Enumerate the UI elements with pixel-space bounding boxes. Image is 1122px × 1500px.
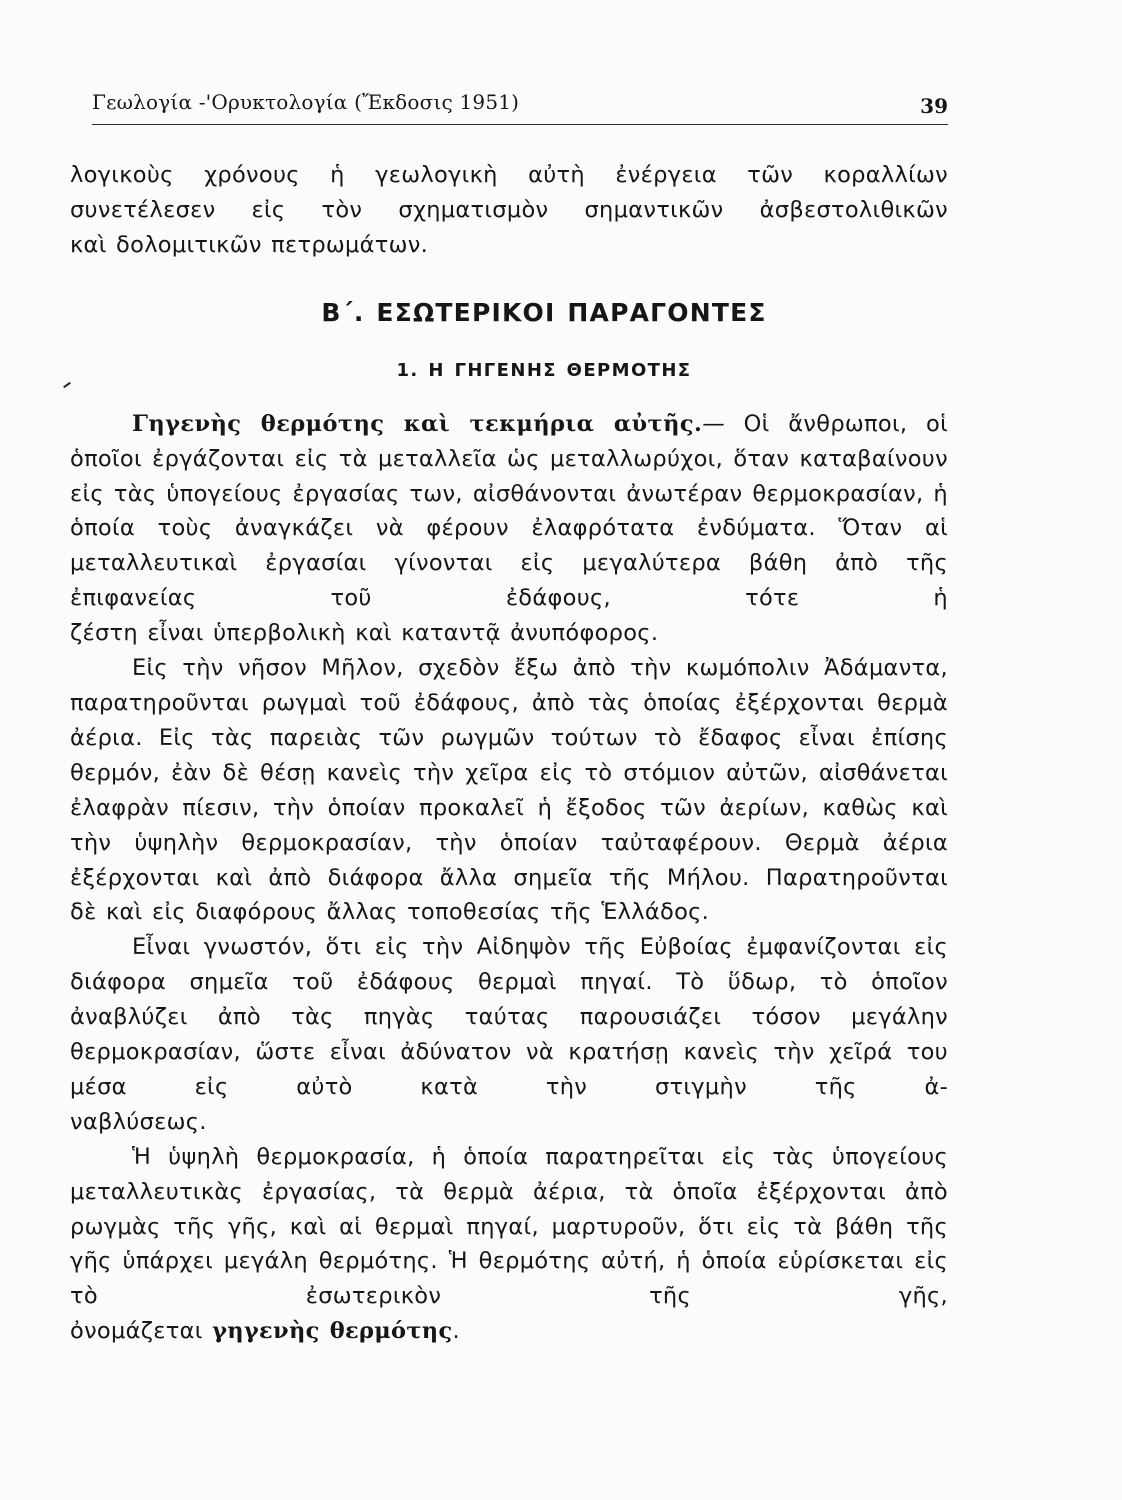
paragraph-1-last-line-text: ζέστη εἶναι ὑπερβολικὴ καὶ καταντᾷ ἀνυπόφορος. [70,620,659,647]
page-number: 39 [920,94,948,118]
section-heading: Β΄. ΕΣΩΤΕΡΙΚΟΙ ΠΑΡΑΓΟΝΤΕΣ [321,297,767,327]
page-body [70,158,948,1349]
run-in-heading: Γηγενὴς θερμότης καὶ τεκμήρια αὐτῆς. [132,410,703,437]
paragraph-2 [70,651,948,895]
paragraph-2-last-line-text: δὲ καὶ εἰς διαφόρους ἄλλας τοποθεσίας τῆς Ἑλλάδος. [70,899,710,926]
paragraph-3-last-line [70,1105,948,1140]
defined-term-end: . [452,1318,460,1345]
paragraph-3-text: Εἶναι γνωστόν, ὅτι εἰς τὴν Αἰδηψὸν τῆς Εὐβοίας ἐμφανίζονται εἰς διάφορα σημεῖα τοῦ ἐδάφους θερμαὶ πηγαί. Τὸ ὕδωρ, τὸ ὁποῖον ἀναβλύζει ἀπὸ τὰς πηγὰς ταύτας παρουσιάζει τόσον μεγάλην θερμοκρασίαν, ὥστε εἶναι ἀδύνατον νὰ κρατήσῃ κανεὶς τὴν χεῖρά του μέσα εἰς αὐτὸ κατὰ τὴν στιγμὴν τῆς ἀ- [70,934,948,1100]
subsection-heading: 1. Η ΓΗΓΕΝΗΣ ΘΕΡΜΟΤΗΣ [396,359,692,381]
defined-term: γηγενὴς θερμότης [212,1318,453,1345]
paragraph-1 [70,407,948,616]
intro-last-line [70,228,948,263]
running-title: Γεωλογία -'Ορυκτολογία (Ἔκδοσις 1951) [92,90,520,114]
intro-paragraph [70,158,948,228]
paragraph-2-text: Εἰς τὴν νῆσον Μῆλον, σχεδὸν ἔξω ἀπὸ τὴν κωμόπολιν Ἀδάμαντα, παρατηροῦνται ρωγμαὶ τοῦ ἐδάφους, ἀπὸ τὰς ὁποίας ἐξέρχονται θερμὰ ἀέρια. Εἰς τὰς παρειὰς τῶν ρωγμῶν τούτων τὸ ἔδαφος εἶναι ἐπίσης θερμόν, ἐὰν δὲ θέσῃ κανεὶς τὴν χεῖρα εἰς τὸ στόμιον αὐτῶν, αἰσθάνεται ἐλαφρὰν πίεσιν, τὴν ὁποίαν προκαλεῖ ἡ ἔξοδος τῶν ἀερίων, καθὼς καὶ τὴν ὑψηλὴν θερμοκρασίαν, τὴν ὁποίαν ταὐταφέρουν. Θερμὰ ἀέρια ἐξέρχονται καὶ ἀπὸ διάφορα ἄλλα σημεῖα τῆς Μήλου. Παρατηροῦνται [70,655,948,891]
intro-text: λογικοὺς χρόνους ἡ γεωλογικὴ αὐτὴ ἐνέργεια τῶν κοραλλίων συνετέλεσεν εἰς τὸν σχηματισμὸν σημαντικῶν ἀσβεστολιθικῶν [70,162,948,223]
paragraph-2-last-line [70,895,948,930]
paragraph-3 [70,930,948,1105]
paragraph-4-last-line-text: ὀνομάζεται [70,1318,213,1345]
paragraph-4 [70,1140,948,1315]
running-header [92,88,948,125]
paragraph-1-last-line [70,616,948,651]
paragraph-3-last-line-text: ναβλύσεως. [70,1108,207,1135]
paragraph-1-text: — Οἱ ἄνθρωποι, οἱ ὁποῖοι ἐργάζονται εἰς τὰ μεταλλεῖα ὡς μεταλλωρύχοι, ὅταν καταβαίνουν εἰς τὰς ὑπογείους ἐργασίας των, αἰσθάνονται ἀνωτέραν θερμοκρασίαν, ἡ ὁποία τοὺς ἀναγκάζει νὰ φέρουν ἐλαφρότατα ἐνδύματα. Ὅταν αἱ μεταλλευτικαὶ ἐργασίαι γίνονται εἰς μεγαλύτερα βάθη ἀπὸ τῆς ἐπιφανείας τοῦ ἐδάφους, τότε ἡ [70,410,948,612]
paragraph-4-text: Ἡ ὑψηλὴ θερμοκρασία, ἡ ὁποία παρατηρεῖται εἰς τὰς ὑπογείους μεταλλευτικὰς ἐργασίας, τὰ θερμὰ ἀέρια, τὰ ὁποῖα ἐξέρχονται ἀπὸ ρωγμὰς τῆς γῆς, καὶ αἱ θερμαὶ πηγαί, μαρτυροῦν, ὅτι εἰς τὰ βάθη τῆς γῆς ὑπάρχει μεγάλη θερμότης. Ἡ θερμότης αὐτή, ἡ ὁποία εὑρίσκεται εἰς τὸ ἐσωτερικὸν τῆς γῆς, [70,1143,948,1310]
intro-last-line-text: καὶ δολομιτικῶν πετρωμάτων. [70,231,429,258]
paragraph-4-last-line [70,1314,948,1349]
